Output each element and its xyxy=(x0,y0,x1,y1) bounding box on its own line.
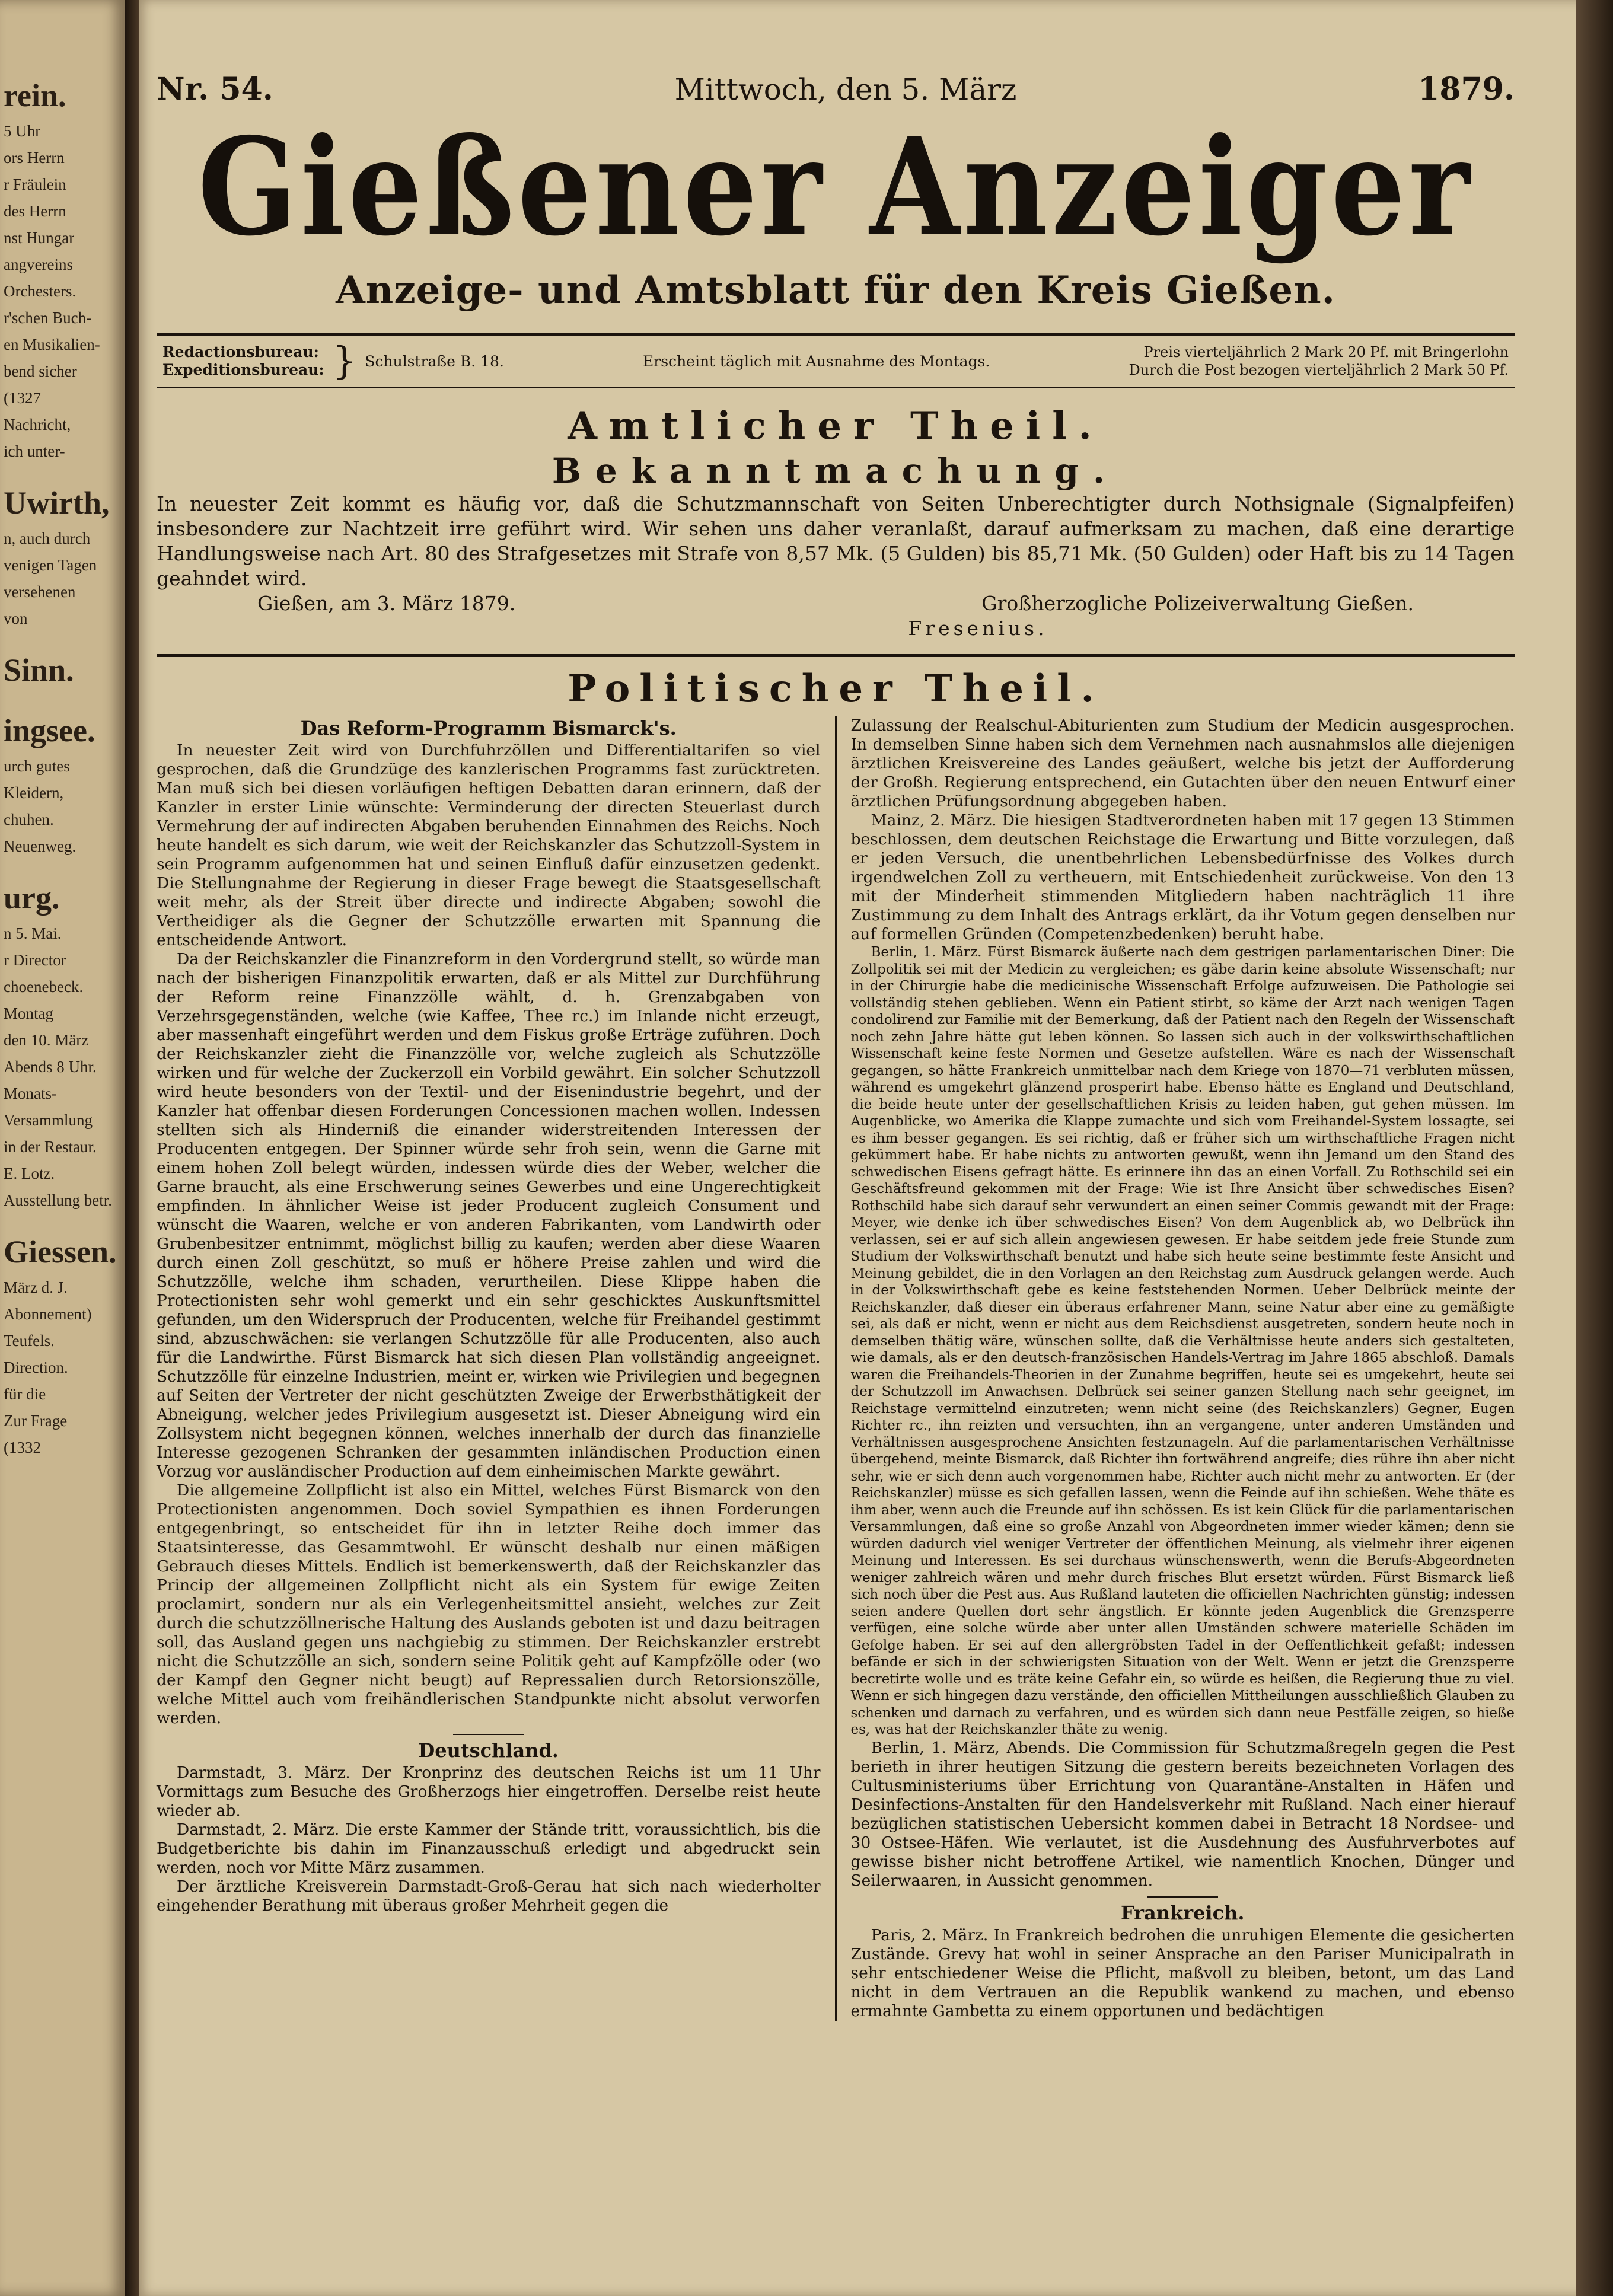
spine-fragment: Kleidern, xyxy=(4,784,64,802)
spine-fragment: E. Lotz. xyxy=(4,1165,55,1182)
book-gutter xyxy=(125,0,139,2296)
spine-fragment: ingsee. xyxy=(4,713,95,748)
notice-text: In neuester Zeit kommt es häufig vor, daß die Schutzmannschaft von Seiten Unberechtigter durch Nothsignale (Signalpfeifen) insbesondere zur Nachtzeit irre geführt wird. Wir sehen uns daher veranlaßt, darauf aufmerksam zu machen, daß eine derartige Handlungsweise nach Art. 80 des Strafgesetzes mit Strafe von 8,57 Mk. (5 Gulden) bis 85,71 Mk. (50 Gulden) oder Haft bis zu 14 Tagen geahndet wird. xyxy=(157,492,1515,590)
news-item: Zulassung der Realschul-Abiturienten zum Studium der Medicin ausgesprochen. In demselben Sinne haben sich dem Vernehmen nach ausnahmslos alle diejenigen ärztlichen Kreisvereine des Landes geäußert, welche bis jetzt der Aufforderung der Großh. Regierung entsprechend, ein Gutachten über den neuen Entwurf einer ärztlichen Prüfungsordnung abgegeben haben. xyxy=(850,716,1515,811)
publication-frequency: Erscheint täglich mit Ausnahme des Montags. xyxy=(643,352,990,370)
spine-fragment: r Director xyxy=(4,951,66,969)
price-post: Durch die Post bezogen vierteljährlich 2 Mark 50 Pf. xyxy=(1129,362,1509,378)
column-rule xyxy=(835,716,837,2021)
spine-fragment: nst Hungar xyxy=(4,229,75,247)
news-item: Paris, 2. März. In Frankreich bedrohen die unruhigen Elemente die gesicherten Zustände. Grevy hat wohl in seiner Ansprache an den Pariser Municipalrath in sehr entschiedener Weise die Pflicht, maßvoll zu bleiben, betont, um das Land nicht in dem Vertrauen an die Republik wankend zu machen, und ebenso ermahnte Gambetta zu einem opportunen und bedächtigen xyxy=(850,1925,1515,2020)
spine-fragment: Abonnement) xyxy=(4,1305,92,1323)
spine-fragment: Neuenweg. xyxy=(4,837,76,855)
issue-year: 1879. xyxy=(1418,71,1515,107)
notice-heading: Bekanntmachung. xyxy=(552,451,1120,491)
spine-fragment: r Fräulein xyxy=(4,176,66,193)
spine-fragment: für die xyxy=(4,1385,46,1403)
spine-fragment: Orchesters. xyxy=(4,282,76,300)
spine-fragment: ors Herrn xyxy=(4,149,65,167)
spine-fragment: Direction. xyxy=(4,1359,68,1376)
notice-signer: Fresenius. xyxy=(908,617,1048,640)
official-section xyxy=(157,403,1515,641)
spine-fragment: urg. xyxy=(4,880,60,916)
spine-fragment: den 10. März xyxy=(4,1031,89,1049)
adjacent-page-fragment xyxy=(0,0,125,2296)
article-paragraph: In neuester Zeit wird von Durchfuhrzöllen und Differentialtarifen so viel gesprochen, daß die Grundzüge des kanzlerischen Programms fast zurücktreten. Man muß sich bei diesen vorläufigen heftigen Debatten daran erinnern, daß der Kanzler in erster Linie wünschte: Verminderung der directen Steuerlast durch Vermehrung der auf indirecten Abgaben beruhenden Einnahmen des Reichs. Noch heute handelt es sich darum, wie weit der Reichskanzler das Schutzzoll-System in sein Programm aufgenommen hat und seinen Einfluß dafür einzusetzen gedenkt. Die Stellungnahme der Regierung in dieser Frage bewegt die Staatsgesellschaft weit mehr, als der Streit über directe und indirecte Abgaben; sowohl die Vertheidiger als die Gegner der Schutzzölle erwarten mit Spannung die entscheidende Antwort. xyxy=(157,741,821,949)
spine-fragment: Versammlung xyxy=(4,1111,93,1129)
spine-fragment: Zur Frage xyxy=(4,1412,68,1430)
issue-number: Nr. 54. xyxy=(157,71,273,107)
notice-place-date: Gießen, am 3. März 1879. xyxy=(257,592,516,615)
news-item: Berlin, 1. März, Abends. Die Commission für Schutzmaßregeln gegen die Pest berieth in ihrer heutigen Sitzung die gestern bereits bezeichneten Vorlagen des Cultusministeriums über Errichtung von Quarantäne-Anstalten in Häfen und Desinfections-Anstalten für den Handelsverkehr mit Rußland. Nach einer hierauf bezüglichen statistischen Uebersicht kommen dabei in Betracht 18 Nordsee- und 30 Ostsee-Häfen. Wie verlautet, ist die Ausdehnung des Ausfuhrverbotes auf gewisse bisher nicht betroffene Artikel, wie namentlich Knochen, Dünger und Seilerwaaren, in Aussicht genommen. xyxy=(850,1738,1515,1890)
column-left xyxy=(157,716,821,2021)
section-divider xyxy=(157,654,1515,657)
official-section-title: Amtlicher Theil. xyxy=(568,404,1104,448)
info-bar xyxy=(157,333,1515,388)
spine-fragment: n 5. Mai. xyxy=(4,924,62,942)
spine-fragment: (1327 xyxy=(4,389,41,407)
page-edge xyxy=(1576,0,1613,2296)
spine-fragment: rein. xyxy=(4,78,66,113)
section-heading-frankreich: Frankreich. xyxy=(1121,1901,1245,1924)
news-item: Darmstadt, 3. März. Der Kronprinz des deutschen Reichs ist um 11 Uhr Vormittags zum Besuche des Großherzogs hier eingetroffen. Derselbe reist heute wieder ab. xyxy=(157,1764,821,1820)
spine-fragment: chuhen. xyxy=(4,811,54,828)
spine-fragment: angvereins xyxy=(4,256,73,273)
article-paragraph: Da der Reichskanzler die Finanzreform in den Vordergrund stellt, so würde man nach der bisherigen Finanzpolitik erwarten, daß er als Mittel zur Durchführung der Reform reine Finanzzölle wählt, d. h. Grenzabgaben von Verzehrsgegenständen, welche (wie Kaffee, Thee rc.) im Inlande nicht erzeugt, aber massenhaft eingeführt werden und dem Fiskus große Erträge zuführen. Doch der Reichskanzler zieht die Finanzzölle vor, welche zugleich als Schutzzölle wirken und für welche der Zuckerzoll ein Vorbild gewährt. Ein solcher Schutzzoll wird heute besonders von der Textil- und der Eisenindustrie begehrt, und der Kanzler hat offenbar diesen Forderungen Concessionen machen wollen. Indessen stellten sich als Hinderniß die einander widerstreitenden Interessen der Producenten entgegen. Der Spinner würde sehr froh sein, wenn die Garne mit einem hohen Zoll belegt würden, indessen würde dies der Weber, welcher die Garne braucht, als eine Erschwerung seines Gewerbes und eine Ungerechtigkeit empfinden. In ähnlicher Weise ist jeder Producent zugleich Consument und wünscht die Waaren, welche er von anderen Fabrikanten, vom Landwirth oder Grubenbesitzer entnimmt, möglichst billig zu kaufen; werden aber diese Waaren durch einen Zoll geschützt, so muß er höhere Preise zahlen und wird die Schutzzölle, welche ihm schaden, verurtheilen. Diese Klippe haben die Protectionisten sehr wohl gemerkt und ein sehr geschicktes Auskunftsmittel gefunden, um den Widerspruch der Producenten, welche für Freihandel gestimmt sind, abzuschwächen: sie verlangen Schutzzölle für alle Producenten, also auch für die Landwirthe. Fürst Bismarck hat sich diesen Plan vollständig angeeignet. Schutzzölle für einzelne Industrien, meint er, wirken wie Privilegien und begegnen auf Seiten der Vertreter der nicht geschützten Zweige der Erwerbsthätigkeit der Abneigung, welcher jedes Privilegium ausgesetzt ist. Dieser Abneigung wird ein Zollsystem nicht begegnen können, welches innerhalb der durch das finanzielle Interesse gezogenen Schranken der gesammten inländischen Production einen Vorzug vor ausländischer Production auf dem einheimischen Markte gewährt. xyxy=(157,950,821,1481)
spine-fragment: Uwirth, xyxy=(4,485,110,521)
spine-fragment: Nachricht, xyxy=(4,416,71,433)
spine-fragment: des Herrn xyxy=(4,202,66,220)
spine-fragment: von xyxy=(4,610,28,627)
short-divider xyxy=(1147,1896,1218,1898)
spine-fragment: März d. J. xyxy=(4,1278,68,1296)
spine-fragment: (1332 xyxy=(4,1439,41,1456)
spine-fragment: Montag xyxy=(4,1004,53,1022)
spine-fragment: choenebeck. xyxy=(4,978,84,996)
spine-fragment: Monats- xyxy=(4,1085,57,1102)
bureau-label-expedition: Expeditionsbureau: xyxy=(162,361,324,378)
spine-fragment: r'schen Buch- xyxy=(4,309,92,327)
spine-fragment: 5 Uhr xyxy=(4,122,41,140)
spine-fragment: versehenen xyxy=(4,583,76,601)
news-item: Darmstadt, 2. März. Die erste Kammer der Stände tritt, voraussichtlich, bis die Budgetberichte bis dahin im Finanzausschuß erledigt und abgedruckt sein werden, noch vor Mitte März zusammen. xyxy=(157,1820,821,1877)
price-local: Preis vierteljährlich 2 Mark 20 Pf. mit Bringerlohn xyxy=(1143,344,1509,361)
section-heading-deutschland: Deutschland. xyxy=(418,1739,559,1762)
article-paragraph: Die allgemeine Zollpflicht ist also ein Mittel, welches Fürst Bismarck von den Protectionisten angenommen. Doch soviel Sympathien es ihnen Forderungen entgegenbringt, so entscheidet für ihn in letzter Reihe doch immer das Staatsinteresse, das Gesammtwohl. Er wünscht deshalb nur einen mäßigen Gebrauch dieses Mittels. Endlich ist bemerkenswerth, daß der Reichskanzler das Princip der allgemeinen Zollpflicht nicht als ein System für ewige Zeiten proclamirt, sondern nur als ein Verlegenheitsmittel ansieht, welches zur Zeit durch die schutzzöllnerische Haltung des Auslands geboten ist und dazu beitragen soll, das Ausland gegen uns nachgiebig zu stimmen. Der Reichskanzler erstrebt nicht die Schutzzölle an sich, sondern seine Politik geht auf Kampfzölle oder (wo der Kampf den Gegner nicht beugt) auf Repressalien durch Retorsionszölle, welche Mittel auch vom freihändlerischen Standpunkte nicht absolut verworfen werden. xyxy=(157,1481,821,1727)
news-item-small: Berlin, 1. März. Fürst Bismarck äußerte nach dem gestrigen parlamentarischen Diner: Die Zollpolitik sei mit der Medicin zu vergleichen; es gäbe darin keine absolute Wissenschaft; nur in der Chirurgie habe die medicinische Wissenschaft Erfolge aufzuweisen. Die Pathologie sei vollständig stehen geblieben. Wenn ein Patient stirbt, so käme der Arzt nach wenigen Tagen condolirend zur Familie mit der Bemerkung, daß der Patient nach den Regeln der Wissenschaft noch zehn Jahre hätte gut leben können. So lassen sich auch in der volkswirthschaftlichen Wissenschaft keine feste Normen und Gesetze aufstellen. Wäre es nach der Wissenschaft gegangen, so hätte Frankreich unmittelbar nach dem Kriege von 1870—71 verbluten müssen, während es umgekehrt glänzend prosperirt habe. Ebenso hätte es England und Deutschland, die beide heute unter der gesellschaftlichen Krisis zu leiden haben, gut gehen müssen. Im Augenblicke, wo Amerika die Klappe zumachte und sich vom Freihandel-System lossagte, sei es ihm besser gegangen. Es sei richtig, daß er früher sich um wirthschaftliche Fragen nicht gekümmert habe. Er habe nichts zu antworten gewußt, wenn ihn Jemand um den Stand des schwedischen Eisens gefragt hätte. Es erinnere ihn das an einen Vorfall. Zu Rothschild sei ein Geschäftsfreund gekommen mit der Frage: Wie ist Ihre Ansicht über schwedisches Eisen? Rothschild habe sich darauf sehr verwundert an einen seiner Commis gewandt mit der Frage: Meyer, wie denke ich über schwedisches Eisen? Von dem Augenblick ab, wo Delbrück ihn verlassen, sei er auf sich allein angewiesen gewesen. Er habe seitdem jede freie Stunde zum Studium der Volkswirthschaft benutzt und habe sich heute seine bestimmte feste Ansicht und Meinung gebildet, die in den Vorlagen an den Reichstag zum Ausdruck gelangen werde. Auch in der Volkswirthschaft gebe es keine feststehenden Normen. Ueber Delbrück meinte der Reichskanzler, daß dieser ein überaus erfahrener Mann, seine Natur aber eine zu gemäßigte sei, als daß er nicht, wenn er nicht aus dem Reichsdienst ausgetreten, sondern heute noch in demselben thätig wäre, wünschen sollte, daß die Verhältnisse heute anders sich gestalteten, wie damals, als er den deutsch-französischen Handels-Vertrag im Jahre 1865 abschloß. Damals waren die Freihandels-Theorien in der Zunahme begriffen, heute sei es umgekehrt, heute sei der Schutzzoll im Anwachsen. Delbrück sei seiner ganzen Stellung nach sehr geeignet, im Reichstage vermittelnd einzutreten; wenn nicht seine (des Reichskanzlers) Gegner, Eugen Richter rc., ihn reizten und versuchten, ihn an vergangene, unter anderen Umständen und Verhältnissen ausgesprochene Ansichten festzunageln. Auf die parlamentarischen Verhältnisse übergehend, meinte Bismarck, daß Richter ihn fortwährend angreife; dies rühre ihn aber nicht sehr, wie er sich denn auch vorgenommen habe, Richter auch nicht mehr zu antworten. Er (der Reichskanzler) müsse es sich gefallen lassen, wenn die Feinde auf ihn schießen. Wehe thäte es ihm aber, wenn auch die Freunde auf ihn schössen. Es ist kein Glück für die parlamentarischen Versammlungen, daß eine so große Anzahl von Abgeordneten immer wieder kämen; denn sie würden dadurch viel weniger Vertreter der öffentlichen Meinung, als vielmehr ihrer eigenen Meinung und Interessen. Es sei durchaus wünschenswerth, wenn die Berufs-Abgeordneten weniger zahlreich wären und mehr durch frisches Blut ersetzt würden. Fürst Bismarck ließ sich noch über die Pest aus. Aus Rußland lauteten die officiellen Nachrichten günstig; indessen seien andere Quellen dort sehr ängstlich. Er könnte jeden Augenblick die Grenzsperre verfügen, eine solche würde aber unter allen Umständen schwere materielle Schäden im Gefolge haben. Er sei auf den allergröbsten Tadel in der Oeffentlichkeit gefaßt; indessen befände er sich in der schwierigsten Situation von der Welt. Wenn er jetzt die Grenzsperre becretirte wolle und es träte keine Gefahr ein, so würde es heißen, die Regierung thue zu viel. Wenn er sich hingegen dazu verstände, den officiellen Mittheilungen ausschließlich Glauben zu schenken und darnach zu verfahren, und es würden sich dann neue Pestfälle zeigen, so hieße es, was hat der Reichskanzler thäte zu wenig. xyxy=(850,945,1515,1737)
newspaper-title: Gießener Anzeiger xyxy=(197,109,1474,266)
masthead-dateline xyxy=(157,71,1515,113)
spine-fragment: Giessen. xyxy=(4,1234,117,1270)
spine-fragment: urch gutes xyxy=(4,757,70,775)
bureau-label-redaction: Redactionsbureau: xyxy=(162,343,319,361)
spine-fragment: en Musikalien- xyxy=(4,336,100,353)
spine-fragment: Sinn. xyxy=(4,652,74,688)
article-columns xyxy=(157,716,1515,2021)
spine-fragment: venigen Tagen xyxy=(4,556,97,574)
spine-fragment: in der Restaur. xyxy=(4,1138,97,1156)
newspaper-subtitle: Anzeige- und Amtsblatt für den Kreis Gießen. xyxy=(336,268,1335,312)
issue-date: Mittwoch, den 5. März xyxy=(674,72,1017,107)
office-address: Schulstraße B. 18. xyxy=(365,352,504,370)
spine-fragment: Abends 8 Uhr. xyxy=(4,1058,97,1076)
short-divider xyxy=(453,1734,524,1735)
spine-fragment: ich unter- xyxy=(4,442,65,460)
political-section-title: Politischer Theil. xyxy=(568,667,1104,711)
spine-fragment: bend sicher xyxy=(4,362,77,380)
column-right xyxy=(851,716,1515,2021)
spine-fragment: Ausstellung betr. xyxy=(4,1191,112,1209)
news-item: Der ärztliche Kreisverein Darmstadt-Groß-Gerau hat sich nach wiederholter eingehender Berathung mit überaus großer Mehrheit gegen die xyxy=(157,1877,821,1915)
news-item: Mainz, 2. März. Die hiesigen Stadtverordneten haben mit 17 gegen 13 Stimmen beschlossen, dem deutschen Reichstage die Erwartung und Bitte vorzulegen, daß er jeden Versuch, die unentbehrlichen Lebensbedürfnisse des Volkes durch irgendwelchen Zoll zu vertheuern, mit Entschiedenheit zurückweise. Von den 13 mit der Minderheit stimmenden Mitgliedern haben nachträglich 11 ihre Zustimmung zu dem Inhalt des Antrags erklärt, da ihr Votum gegen denselben nur auf formellen Gründen (Competenzbedenken) beruht habe. xyxy=(850,811,1515,943)
article-title: Das Reform-Programm Bismarck's. xyxy=(300,717,677,739)
brace-glyph: } xyxy=(332,339,357,383)
spine-fragment: n, auch durch xyxy=(4,530,91,547)
spine-fragment: Teufels. xyxy=(4,1332,55,1350)
newspaper-page xyxy=(139,0,1613,2296)
notice-authority: Großherzogliche Polizeiverwaltung Gießen. xyxy=(981,592,1414,615)
